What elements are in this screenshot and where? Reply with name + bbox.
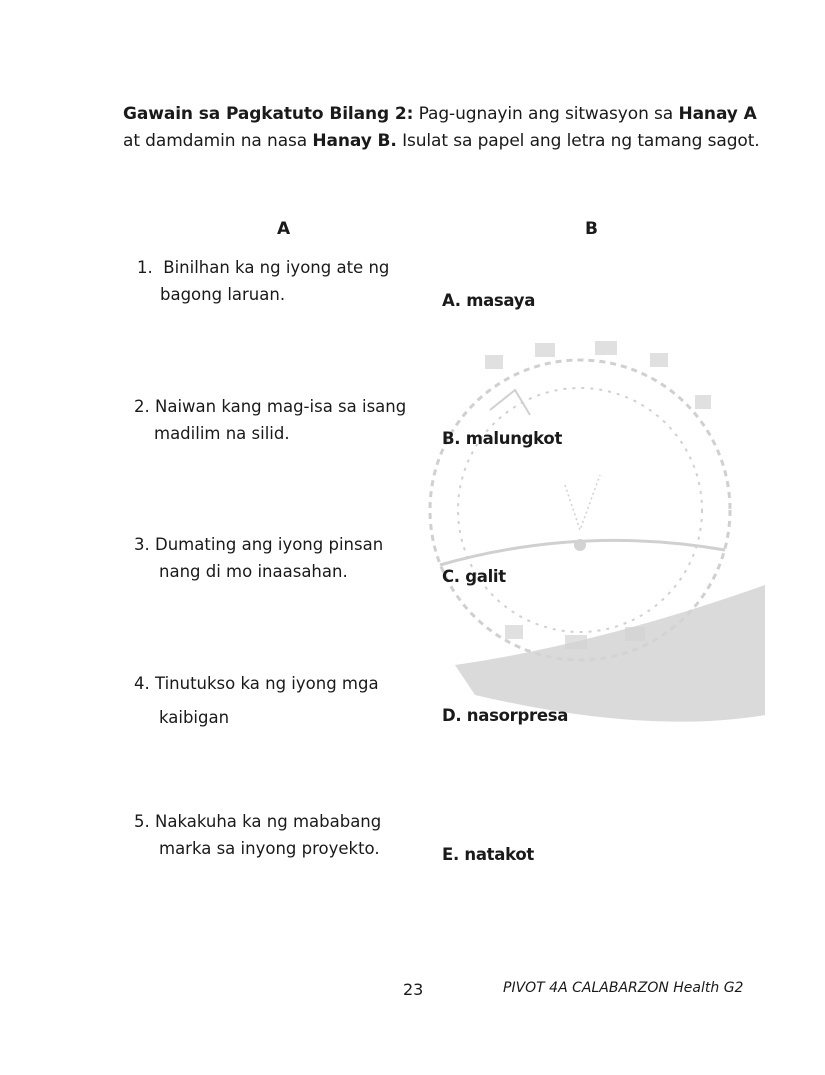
item-number: 3. [134, 535, 150, 554]
item-number: 1. [137, 258, 153, 277]
item-number: 2. [134, 397, 150, 416]
item-number: 4. [134, 674, 150, 693]
hanay-b-option-b: B. malungkot [442, 429, 563, 448]
column-b-header: B [585, 219, 598, 239]
hanay-b-option-e: E. natakot [442, 845, 534, 864]
hanay-b-option-c: C. galit [442, 567, 506, 586]
hanay-a-label: Hanay A [678, 104, 757, 124]
item-line: marka sa inyong proyekto. [159, 839, 380, 858]
column-a-header: A [277, 219, 291, 239]
instruction-text: Isulat sa papel ang letra ng tamang sagot. [396, 131, 760, 151]
publication-footer: PIVOT 4A CALABARZON Health G2 [503, 980, 744, 996]
hanay-b-option-a: A. masaya [442, 291, 536, 310]
item-line: Tinutukso ka ng iyong mga [155, 674, 379, 693]
hanay-a-item-1 [137, 254, 389, 308]
seal-watermark-icon [395, 335, 765, 735]
item-line: kaibigan [159, 708, 230, 727]
activity-title: Gawain sa Pagkatuto Bilang 2: [123, 104, 414, 124]
hanay-a-item-4 [134, 670, 379, 731]
item-line: Dumating ang iyong pinsan [155, 535, 384, 554]
item-line: madilim na silid. [154, 424, 290, 443]
item-line: Binilhan ka ng iyong ate ng [163, 258, 390, 277]
instruction-text: Pag-ugnayin ang sitwasyon sa [413, 104, 679, 124]
page-number: 23 [403, 980, 424, 999]
item-line: nang di mo inaasahan. [159, 562, 348, 581]
item-number: 5. [134, 812, 150, 831]
hanay-b-option-d: D. nasorpresa [442, 706, 569, 725]
hanay-a-item-2 [134, 393, 406, 447]
item-line: bagong laruan. [160, 285, 286, 304]
item-line: Naiwan kang mag-isa sa isang [155, 397, 407, 416]
instructions [123, 101, 763, 155]
hanay-b-label: Hanay B. [312, 131, 397, 151]
hanay-a-item-5 [134, 808, 381, 862]
hanay-a-item-3 [134, 531, 383, 585]
instruction-text: at damdamin na nasa [123, 131, 313, 151]
item-line: Nakakuha ka ng mababang [155, 812, 382, 831]
